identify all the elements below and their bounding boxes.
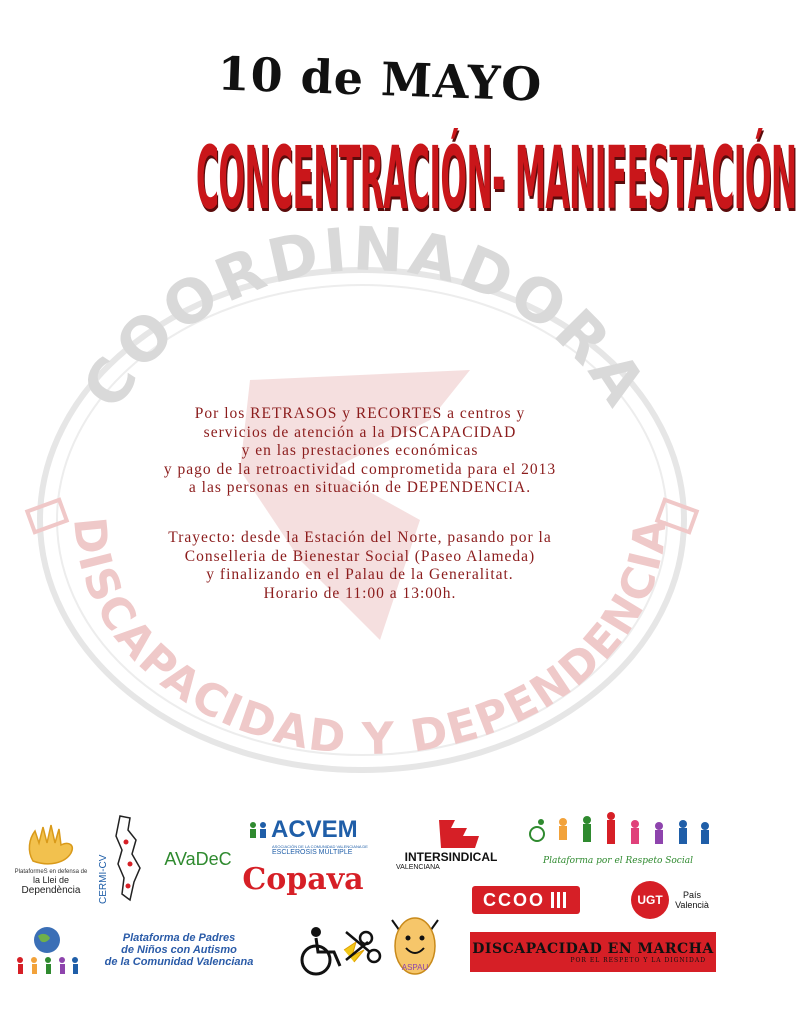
people-icon (248, 821, 268, 839)
svg-text:ASPAU: ASPAU (401, 963, 429, 972)
discapacidad-en-marcha-logo: DISCAPACIDAD EN MARCHA POR EL RESPETO Y LA DIGNIDAD (470, 932, 716, 972)
reason-line: servicios de atención a la DISCAPACIDAD (203, 423, 517, 441)
svg-text:CERMI-CV: CERMI-CV (98, 854, 109, 904)
wheelchair-scissors-icon (294, 920, 384, 980)
route-line: Trayecto: desde la Estación del Norte, pasando por la (168, 529, 552, 546)
copava-logo: Copava (242, 861, 364, 897)
aspau-logo (384, 906, 446, 980)
globe-logo (12, 924, 82, 978)
aspau-mascot-icon (384, 906, 446, 980)
globe-people-icon (12, 924, 82, 978)
avadec-logo: AVaDeC (164, 848, 232, 869)
route-info (110, 529, 610, 603)
plataformes-logo: PlataformeS en defensa de la Llei de Dependència (8, 808, 94, 908)
flag-icon (421, 818, 481, 850)
valencia-map-icon (100, 812, 150, 906)
headline: CONCENTRACIÓN- MANIFESTACIÓN (196, 128, 797, 229)
route-line: Conselleria de Bienestar Social (Paseo Alameda) (184, 547, 536, 565)
intersindical-logo: INTERSINDICAL VALENCIANA (392, 814, 510, 874)
people-chain-icon (523, 810, 713, 856)
stripes-icon (551, 892, 569, 908)
event-date: 10 de MAYO (216, 46, 544, 112)
reason-line: y en las prestaciones económicas (241, 442, 479, 459)
wheelchair-logo (294, 920, 384, 980)
hands-icon (23, 821, 79, 869)
ccoo-logo: CCOO (472, 886, 580, 914)
reason-line: a las personas en situación de DEPENDENCIA. (188, 479, 532, 496)
acvem-logo: ACVEM ASOCIACIÓN DE LA COMUNIDAD VALENCIANA DE ESCLEROSIS MÚLTIPLE (248, 816, 373, 856)
watermark-top-text: COORDINADORA (69, 214, 661, 421)
route-line: y finalizando en el Palau de la Generalitat. (206, 566, 514, 583)
ugt-logo: UGT País Valencià (622, 880, 718, 920)
respeto-social-logo: Plataforma por el Respeto Social (520, 808, 716, 868)
reason-line: y pago de la retroactividad comprometida para el 2013 (163, 460, 557, 478)
ugt-circle: UGT (631, 881, 669, 919)
protest-reasons (110, 405, 610, 498)
schedule: Horario de 11:00 a 13:00h. (263, 584, 457, 602)
cermi-logo (100, 812, 150, 906)
reason-line: Por los RETRASOS y RECORTES a centros y (194, 405, 526, 422)
autismo-logo: Plataforma de Padres de Niños con Autismo de la Comunidad Valenciana (104, 932, 254, 968)
watermark-bottom-text: DISCAPACIDAD Y DEPENDENCIA (63, 514, 677, 766)
